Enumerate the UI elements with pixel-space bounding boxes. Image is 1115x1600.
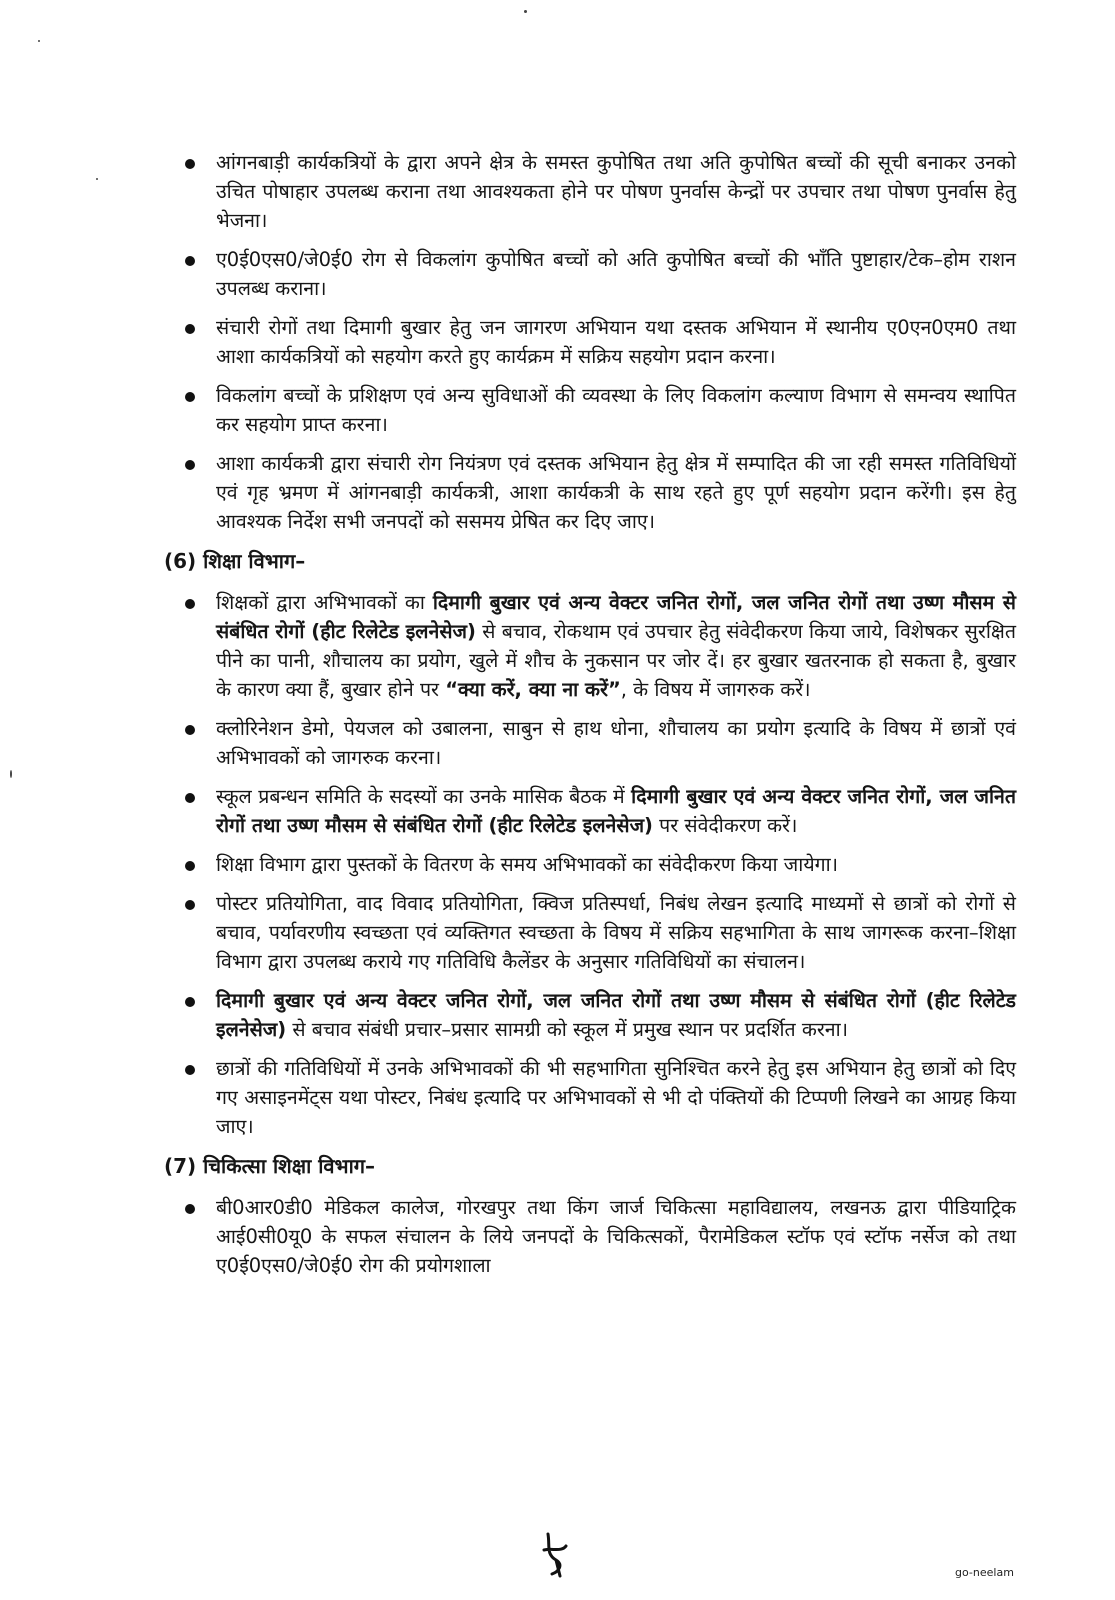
scan-speck bbox=[96, 178, 98, 180]
signature-mark bbox=[536, 1530, 576, 1578]
list-item bbox=[176, 1193, 1016, 1280]
emphasized-text: दिमागी बुखार एवं अन्य वेक्टर जनित रोगों, जल जनित रोगों तथा उष्ण मौसम से संबंधित रोगों (हीट रिलेटेड इलनेसेज) bbox=[216, 785, 1016, 837]
list-item-text: शिक्षकों द्वारा अभिभावकों का bbox=[216, 591, 433, 614]
list-item bbox=[176, 782, 1016, 840]
list-item-text: विकलांग बच्चों के प्रशिक्षण एवं अन्य सुविधाओं की व्यवस्था के लिए विकलांग कल्याण विभाग से समन्वय स्थापित कर सहयोग प्राप्त करना। bbox=[216, 384, 1016, 436]
scan-speck bbox=[524, 10, 527, 13]
bullet-dot-icon bbox=[185, 725, 195, 735]
section-heading-medical-education: (7) चिकित्सा शिक्षा विभाग– bbox=[164, 1154, 376, 1178]
bullet-dot-icon bbox=[185, 392, 195, 402]
list-item-text: से बचाव, रोकथाम एवं उपचार हेतु संवेदीकरण किया जाये, विशेषकर सुरक्षित पीने का पानी, शौचालय का प्रयोग, खुले में शौच के नुकसान पर जोर दें। हर बुखार खतरनाक हो सकता है, बुखार के कारण क्या हैं, बुखार होने पर bbox=[216, 620, 1016, 701]
scan-speck bbox=[38, 40, 40, 42]
bullet-dot-icon bbox=[185, 159, 195, 169]
list-item-text: क्लोरिनेशन डेमो, पेयजल को उबालना, साबुन से हाथ धोना, शौचालय का प्रयोग इत्यादि के विषय में छात्रों एवं अभिभावकों को जागरुक करना। bbox=[216, 717, 1016, 769]
list-item-text: पोस्टर प्रतियोगिता, वाद विवाद प्रतियोगिता, क्विज प्रतिस्पर्धा, निबंध लेखन इत्यादि माध्यमों से छात्रों को रोगों से बचाव, पर्यावरणीय स्वच्छता एवं व्यक्तिगत स्वच्छता के विषय में सक्रिय सहभागिता के साथ जागरूक करना–शिक्षा विभाग द्वारा उपलब्ध कराये गए गतिविधि कैलेंडर के अनुसार गतिविधियों का संचालन। bbox=[216, 892, 1016, 973]
document-tag: go-neelam bbox=[955, 1566, 1014, 1579]
bullet-dot-icon bbox=[185, 599, 195, 609]
list-item-text: स्कूल प्रबन्धन समिति के सदस्यों का उनके मासिक बैठक में bbox=[216, 785, 632, 808]
bullet-dot-icon bbox=[185, 1204, 195, 1214]
list-item bbox=[176, 714, 1016, 772]
section-heading-education: (6) शिक्षा विभाग– bbox=[164, 549, 306, 573]
bullet-dot-icon bbox=[185, 1065, 195, 1075]
list-item-text: छात्रों की गतिविधियों में उनके अभिभावकों की भी सहभागिता सुनिश्चित करने हेतु इस अभियान हेतु छात्रों को दिए गए असाइनमेंट्स यथा पोस्टर, निबंध इत्यादि पर अभिभावकों से भी दो पंक्तियों की टिप्पणी लिखने का आग्रह किया जाए। bbox=[216, 1057, 1016, 1138]
list-item bbox=[176, 245, 1016, 303]
list-item bbox=[176, 449, 1016, 536]
emphasized-text: “क्या करें, क्या ना करें” bbox=[445, 678, 621, 701]
bullet-dot-icon bbox=[185, 861, 195, 871]
list-item-text: संचारी रोगों तथा दिमागी बुखार हेतु जन जागरण अभियान यथा दस्तक अभियान में स्थानीय ए0एन0एम0 तथा आशा कार्यकत्रियों को सहयोग करते हुए कार्यक्रम में सक्रिय सहयोग प्रदान करना। bbox=[216, 316, 1016, 368]
list-item bbox=[176, 381, 1016, 439]
list-item-text: , के विषय में जागरुक करें। bbox=[620, 678, 811, 701]
list-item bbox=[176, 1054, 1016, 1141]
list-item-text: पर संवेदीकरण करें। bbox=[652, 814, 798, 837]
list-item bbox=[176, 588, 1016, 704]
bullet-list-education bbox=[176, 588, 1016, 1141]
list-item bbox=[176, 986, 1016, 1044]
bullet-dot-icon bbox=[185, 256, 195, 266]
bullet-dot-icon bbox=[185, 900, 195, 910]
list-item-text: से बचाव संबंधी प्रचार–प्रसार सामग्री को स्कूल में प्रमुख स्थान पर प्रदर्शित करना। bbox=[286, 1018, 849, 1041]
list-item bbox=[176, 148, 1016, 235]
list-item-text: आंगनबाड़ी कार्यकत्रियों के द्वारा अपने क्षेत्र के समस्त कुपोषित तथा अति कुपोषित बच्चों की सूची बनाकर उनको उचित पोषाहार उपलब्ध कराना तथा आवश्यकता होने पर पोषण पुनर्वास केन्द्रों पर उपचार तथा पोषण पुनर्वास हेतु भेजना। bbox=[216, 151, 1016, 232]
bullet-list-icds bbox=[176, 148, 1016, 536]
list-item bbox=[176, 313, 1016, 371]
bullet-dot-icon bbox=[185, 324, 195, 334]
list-item-text: शिक्षा विभाग द्वारा पुस्तकों के वितरण के समय अभिभावकों का संवेदीकरण किया जायेगा। bbox=[216, 853, 839, 876]
list-item bbox=[176, 889, 1016, 976]
document-body bbox=[164, 148, 1016, 1290]
list-item-text: बी0आर0डी0 मेडिकल कालेज, गोरखपुर तथा किंग जार्ज चिकित्सा महाविद्यालय, लखनऊ द्वारा पीडियाट्रिक आई0सी0यू0 के सफल संचालन के लिये जनपदों के चिकित्सकों, पैरामेडिकल स्टॉफ एवं स्टॉफ नर्सेज को तथा ए0ई0एस0/जे0ई0 रोग की प्रयोगशाला bbox=[216, 1196, 1016, 1277]
bullet-list-medical-education bbox=[176, 1193, 1016, 1280]
list-item-text: आशा कार्यकत्री द्वारा संचारी रोग नियंत्रण एवं दस्तक अभियान हेतु क्षेत्र में सम्पादित की जा रही समस्त गतिविधियों एवं गृह भ्रमण में आंगनबाड़ी कार्यकत्री, आशा कार्यकत्री के साथ रहते हुए पूर्ण सहयोग प्रदान करेंगी। इस हेतु आवश्यक निर्देश सभी जनपदों को ससमय प्रेषित कर दिए जाए। bbox=[216, 452, 1016, 533]
emphasized-text: दिमागी बुखार एवं अन्य वेक्टर जनित रोगों, जल जनित रोगों तथा उष्ण मौसम से संबंधित रोगों (हीट रिलेटेड इलनेसेज) bbox=[216, 989, 1016, 1041]
list-item-text: ए0ई0एस0/जे0ई0 रोग से विकलांग कुपोषित बच्चों को अति कुपोषित बच्चों की भाँति पुष्टाहार/टेक–होम राशन उपलब्ध कराना। bbox=[216, 248, 1016, 300]
emphasized-text: दिमागी बुखार एवं अन्य वेक्टर जनित रोगों, जल जनित रोगों तथा उष्ण मौसम से संबंधित रोगों (हीट रिलेटेड इलनेसेज) bbox=[216, 591, 1016, 643]
bullet-dot-icon bbox=[185, 460, 195, 470]
list-item bbox=[176, 850, 1016, 879]
bullet-dot-icon bbox=[185, 793, 195, 803]
bullet-dot-icon bbox=[185, 997, 195, 1007]
scan-speck bbox=[10, 770, 12, 778]
